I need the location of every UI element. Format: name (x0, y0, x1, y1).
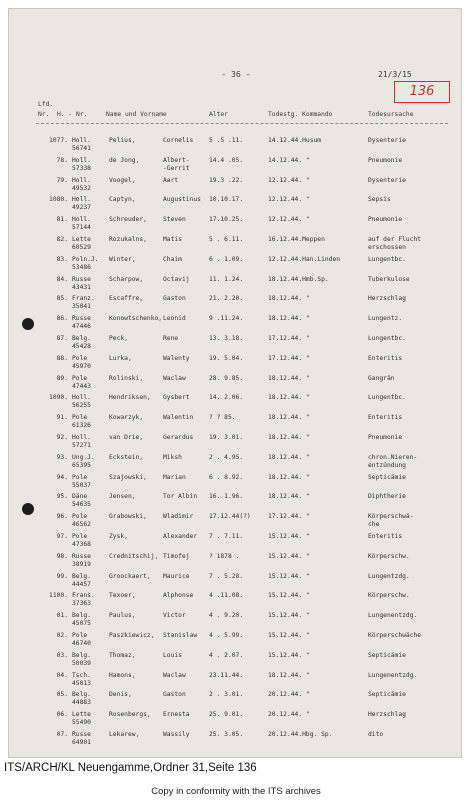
birth-date: 4 . 5.99. (209, 632, 244, 639)
surname: Zysk, (109, 533, 128, 540)
nationality: Poln.J. (72, 255, 99, 263)
nationality: Pole (72, 473, 88, 481)
nationality: Pole (72, 414, 88, 422)
surname: Schreuder, (109, 216, 147, 224)
row-number: 95. (56, 493, 68, 501)
cause-of-death: auf der Flucht (368, 236, 422, 243)
nationality: Pole (72, 354, 88, 362)
cause-of-death: Körperschwä- (368, 513, 414, 521)
cause-of-death: Lungentbc. (368, 394, 406, 402)
cause-of-death: Lungentzdg. (368, 572, 410, 580)
nationality: Holl. (72, 434, 91, 441)
row-number: 97. (56, 533, 68, 540)
cause-of-death: Körperschw. (368, 592, 410, 600)
birth-date: 2 . 3.01. (209, 691, 244, 699)
birth-date: 19. 5.04. (209, 354, 244, 362)
death-date-kommando: 14.12.44. " (268, 156, 310, 164)
surname: Konowtschenko, (109, 315, 163, 323)
nationality: Pole (72, 513, 88, 521)
row-number: 07. (56, 731, 68, 738)
nationality: Russe (72, 315, 91, 323)
first-name: Leonid (163, 315, 186, 323)
header-hnr: H. - Nr. (57, 111, 88, 118)
birth-date: 19. 3.01. (209, 434, 244, 441)
cause-of-death: Lungenentzdg. (368, 612, 418, 620)
death-date-kommando: 18.12.44. " (268, 473, 310, 481)
birth-date: 4 . 9.20. (209, 612, 244, 620)
first-name: Walenty (163, 354, 190, 362)
birth-date: 11. 1.24. (209, 275, 244, 283)
death-date-kommando: 15.12.44. " (268, 592, 310, 600)
prisoner-number: 47443 (72, 382, 91, 390)
cause-of-death: Dysenterie (368, 137, 406, 144)
surname: Eckstein, (109, 453, 144, 461)
birth-date: 17.10.25. (209, 216, 244, 224)
prisoner-number: 45970 (72, 362, 91, 370)
nationality: Lette (72, 711, 91, 719)
nationality: Holl. (72, 176, 91, 184)
birth-date: 19.3 .22. (209, 176, 244, 184)
cause-of-death: Enteritis (368, 533, 403, 540)
birth-date: 9 .11.24. (209, 315, 244, 323)
table-row (0, 728, 472, 752)
prisoner-number: 46740 (72, 640, 91, 647)
prisoner-number: 35041 (72, 303, 91, 311)
prisoner-number: 44883 (72, 699, 91, 707)
first-name: Timofej (163, 552, 190, 560)
death-date-kommando: 18.12.44. " (268, 493, 310, 501)
surname: Denis, (109, 691, 132, 699)
row-number: 1100. (49, 592, 68, 600)
surname: Rosenbergs, (109, 711, 151, 719)
cause-of-death: Sepsis (368, 196, 391, 204)
death-date-kommando: 15.12.44. " (268, 651, 310, 659)
prisoner-number: 46562 (72, 521, 91, 529)
row-number: 87. (56, 335, 68, 342)
row-number: 84. (56, 275, 68, 283)
first-name: Matis (163, 236, 182, 243)
cause-of-death: Pneumonie (368, 156, 403, 164)
death-date-kommando: 14.12.44.Husum (268, 137, 322, 144)
cause-of-death: Körperschw. (368, 552, 410, 560)
birth-date: ? ? 85. (209, 414, 236, 422)
nationality: Tsch. (72, 671, 91, 679)
birth-date: 5 .5 .11. (209, 137, 244, 144)
archive-reference: ITS/ARCH/KL Neuengamme,Ordner 31,Seite 136 (4, 762, 257, 774)
surname: van Drie, (109, 434, 144, 441)
prisoner-number: 57144 (72, 224, 91, 232)
header-nr: Nr. (38, 111, 50, 118)
birth-date: 10.10.17. (209, 196, 244, 204)
nationality: Holl. (72, 156, 91, 164)
nationality: Lette (72, 236, 91, 243)
row-number: 85. (56, 295, 68, 303)
surname: Grabowski, (109, 513, 147, 521)
death-date-kommando: 17.12.44. " (268, 513, 310, 521)
nationality: Ung.J. (72, 453, 95, 461)
prisoner-number: 38919 (72, 560, 91, 568)
nationality: Franz. (72, 295, 95, 303)
cause-of-death: Diphtherie (368, 493, 406, 501)
copy-notice: Copy in conformity with the ITS archives (151, 786, 321, 797)
birth-date: 14.4 .05. (209, 156, 244, 164)
cause-of-death-cont: entzündung (368, 461, 406, 469)
surname: Pelius, (109, 137, 136, 144)
prisoner-number: 49237 (72, 204, 91, 212)
prisoner-number: 47368 (72, 541, 91, 548)
row-number: 1080. (49, 196, 68, 204)
death-date-kommando: 18.12.44. " (268, 414, 310, 422)
prisoner-number: 54635 (72, 501, 91, 509)
nationality: Russe (72, 731, 91, 738)
cause-of-death: Septicämie (368, 473, 406, 481)
nationality: Holl. (72, 216, 91, 224)
death-date-kommando: 18.12.44. " (268, 394, 310, 402)
first-name: Chaim (163, 255, 182, 263)
row-number: 88. (56, 354, 68, 362)
row-number: 99. (56, 572, 68, 580)
row-number: 96. (56, 513, 68, 521)
cause-of-death: Septicämie (368, 651, 406, 659)
row-number: 03. (56, 651, 68, 659)
surname: Rolinski, (109, 374, 144, 382)
nationality: Pole (72, 374, 88, 382)
birth-date: 5 . 6.11. (209, 236, 244, 243)
row-number: 78. (56, 156, 68, 164)
birth-date: 4 . 2.07. (209, 651, 244, 659)
red-page-stamp: 136 (394, 81, 450, 103)
prisoner-number: 56741 (72, 145, 91, 152)
death-date-kommando: 16.12.44.Meppen (268, 236, 325, 243)
birth-date: 16. 1.96. (209, 493, 244, 501)
surname: Crednitschij, (109, 552, 159, 560)
nationality: Belg. (72, 651, 91, 659)
prisoner-number: 43431 (72, 283, 91, 291)
nationality: Russe (72, 275, 91, 283)
first-name: Victor (163, 612, 186, 620)
birth-date: 14. 2.06. (209, 394, 244, 402)
first-name: Cornelis (163, 137, 194, 144)
row-number: 94. (56, 473, 68, 481)
nationality: Däne (72, 493, 88, 501)
death-date-kommando: 18.12.44. " (268, 295, 310, 303)
first-name: Aart (163, 176, 179, 184)
row-number: 82. (56, 236, 68, 243)
death-date-kommando: 18.12.44. " (268, 453, 310, 461)
first-name: Gerardus (163, 434, 194, 441)
header-age: Alter (209, 111, 228, 118)
first-name: Albert- (163, 156, 190, 164)
death-date-kommando: 15.12.44. " (268, 572, 310, 580)
first-name: Gaston (163, 691, 186, 699)
birth-date: 6 . 8.92. (209, 473, 244, 481)
header-death: Todestg. Kommando (268, 111, 333, 118)
row-number: 02. (56, 632, 68, 639)
prisoner-number: 56255 (72, 402, 91, 410)
first-name: Waclaw (163, 671, 186, 679)
death-date-kommando: 15.12.44. " (268, 552, 310, 560)
cause-of-death: Dysenterie (368, 176, 406, 184)
death-date-kommando: 20.12.44.Hbg. Sp. (268, 731, 333, 738)
birth-date: 7 . 7.11. (209, 533, 244, 540)
prisoner-number: 47446 (72, 323, 91, 331)
document-date: 21/3/15 (378, 70, 412, 79)
prisoner-number: 53486 (72, 263, 91, 271)
cause-of-death-cont: erschossen (368, 244, 406, 251)
surname: Jensen, (109, 493, 136, 501)
first-name: Ernesta (163, 711, 190, 719)
surname: Captyn, (109, 196, 136, 204)
first-name: Gysbert (163, 394, 190, 402)
death-date-kommando: 15.12.44. " (268, 533, 310, 540)
header-name: Name und Vorname (106, 111, 167, 118)
row-number: 81. (56, 216, 68, 224)
first-name: Tor Albin (163, 493, 198, 501)
nationality: Belg. (72, 691, 91, 699)
death-date-kommando: 15.12.44. " (268, 632, 310, 639)
row-number: 91. (56, 414, 68, 422)
row-number: 05. (56, 691, 68, 699)
cause-of-death: Lungentbc. (368, 255, 406, 263)
death-date-kommando: 18.12.44. " (268, 434, 310, 441)
first-name: Wassily (163, 731, 190, 738)
cause-of-death: Septicämie (368, 691, 406, 699)
surname: Escaffre, (109, 295, 144, 303)
prisoner-number: 45013 (72, 679, 91, 687)
prisoner-number: 50039 (72, 659, 91, 667)
prisoner-number: 64901 (72, 739, 91, 746)
surname: Scharpow, (109, 275, 144, 283)
cause-of-death-cont: che (368, 521, 380, 529)
cause-of-death: dito (368, 731, 384, 738)
cause-of-death: Körperschwäche (368, 632, 422, 639)
surname: Groockaert, (109, 572, 151, 580)
row-number: 79. (56, 176, 68, 184)
nationality: Holl. (72, 137, 91, 144)
header-cause: Todesursache (368, 111, 414, 118)
death-date-kommando: 12.12.44.Han.Linden (268, 255, 341, 263)
surname: Hendriksen, (109, 394, 151, 402)
prisoner-number: 60529 (72, 244, 91, 251)
cause-of-death: Tuberkulose (368, 275, 410, 283)
prisoner-number: 45075 (72, 620, 91, 628)
death-date-kommando: 15.12.44. " (268, 612, 310, 620)
cause-of-death: Herzschlag (368, 711, 406, 719)
prisoner-number: 44457 (72, 580, 91, 588)
nationality: Russe (72, 552, 91, 560)
row-number: 01. (56, 612, 68, 620)
birth-date: 23.11.44. (209, 671, 244, 679)
prisoner-number: 57338 (72, 164, 91, 172)
birth-date: 28. 9.85. (209, 374, 244, 382)
surname: Lekarew, (109, 731, 140, 738)
prisoner-number: 55037 (72, 481, 91, 489)
header-lfd: Lfd. (38, 101, 54, 108)
page-number: - 36 - (221, 70, 251, 79)
cause-of-death: Pneumonie (368, 434, 403, 441)
surname: Rozukalns, (109, 236, 147, 243)
prisoner-number: 65395 (72, 461, 91, 469)
birth-date: 6 . 1.09. (209, 255, 244, 263)
death-date-kommando: 20.12.44. " (268, 691, 310, 699)
surname: Kowarzyk, (109, 414, 144, 422)
first-name: Miksh (163, 453, 182, 461)
first-name: Steven (163, 216, 186, 224)
first-name: Waclaw (163, 374, 186, 382)
row-number: 93. (56, 453, 68, 461)
nationality: Frans. (72, 592, 95, 600)
first-name: Walentin (163, 414, 194, 422)
birth-date: 25. 3.05. (209, 731, 244, 738)
first-name: Gaston (163, 295, 186, 303)
prisoner-number: 45428 (72, 343, 91, 350)
row-number: 1077. (49, 137, 68, 144)
birth-date: ? 1878 . (209, 552, 240, 560)
row-number: 1090. (49, 394, 68, 402)
first-name: Augustinus (163, 196, 201, 204)
prisoner-number: 37363 (72, 600, 91, 608)
death-date-kommando: 12.12.44. " (268, 176, 310, 184)
row-number: 83. (56, 255, 68, 263)
nationality: Pole (72, 533, 88, 540)
birth-date: 2 . 4.95. (209, 453, 244, 461)
birth-date: 17.12.44(?) (209, 513, 251, 521)
surname: Hamons, (109, 671, 136, 679)
header-divider (36, 123, 448, 124)
nationality: Pole (72, 632, 88, 639)
death-date-kommando: 18.12.44. " (268, 315, 310, 323)
surname: Szajowski, (109, 473, 147, 481)
cause-of-death: Lungentz. (368, 315, 403, 323)
first-name: Wladimir (163, 513, 194, 521)
row-number: 98. (56, 552, 68, 560)
birth-date: 4 .11.08. (209, 592, 244, 600)
surname: Lurka, (109, 354, 132, 362)
cause-of-death: chron.Nieren- (368, 453, 418, 461)
nationality: Holl. (72, 394, 91, 402)
prisoner-number: 49532 (72, 184, 91, 192)
prisoner-number: 61326 (72, 422, 91, 430)
cause-of-death: Lungenentzdg. (368, 671, 418, 679)
first-name: Rene (163, 335, 179, 342)
death-date-kommando: 12.12.44. " (268, 196, 310, 204)
first-name: Alphonse (163, 592, 194, 600)
first-name: Stanislaw (163, 632, 198, 639)
nationality: Holl. (72, 196, 91, 204)
death-date-kommando: 18.12.44. " (268, 374, 310, 382)
first-name: Louis (163, 651, 182, 659)
first-name: Marian (163, 473, 186, 481)
surname: Winter, (109, 255, 136, 263)
cause-of-death: Gangrän (368, 374, 395, 382)
first-name: Alexander (163, 533, 198, 540)
nationality: Belg. (72, 572, 91, 580)
birth-date: 25. 9.01. (209, 711, 244, 719)
surname: de Jong, (109, 156, 140, 164)
row-number: 92. (56, 434, 68, 441)
row-number: 04. (56, 671, 68, 679)
first-name: Octavij (163, 275, 190, 283)
cause-of-death: Enteritis (368, 354, 403, 362)
row-number: 06. (56, 711, 68, 719)
surname: Paulus, (109, 612, 136, 620)
nationality: Belg. (72, 335, 91, 342)
death-date-kommando: 17.12.44. " (268, 354, 310, 362)
death-date-kommando: 17.12.44. " (268, 335, 310, 342)
row-number: 86. (56, 315, 68, 323)
surname: Peck, (109, 335, 128, 342)
birth-date: 7 . 5.28. (209, 572, 244, 580)
death-date-kommando: 20.12.44. " (268, 711, 310, 719)
cause-of-death: Herzschlag (368, 295, 406, 303)
row-number: 89. (56, 374, 68, 382)
surname: Thomaz, (109, 651, 136, 659)
first-name: Maurice (163, 572, 190, 580)
death-date-kommando: 18.12.44.Hmb.Sp. (268, 275, 329, 283)
surname: Texoer, (109, 592, 136, 600)
cause-of-death: Lungentbc. (368, 335, 406, 342)
nationality: Belg. (72, 612, 91, 620)
cause-of-death: Pneumonie (368, 216, 403, 224)
prisoner-number: 55490 (72, 719, 91, 727)
death-date-kommando: 12.12.44. " (268, 216, 310, 224)
prisoner-number: 57271 (72, 442, 91, 449)
first-name-cont: -Gerrit (163, 164, 190, 172)
cause-of-death: Enteritis (368, 414, 403, 422)
death-date-kommando: 18.12.44. " (268, 671, 310, 679)
surname: Paszkiewicz, (109, 632, 155, 639)
surname: Voogel, (109, 176, 136, 184)
birth-date: 21. 2.20. (209, 295, 244, 303)
birth-date: 13. 3.18. (209, 335, 244, 342)
